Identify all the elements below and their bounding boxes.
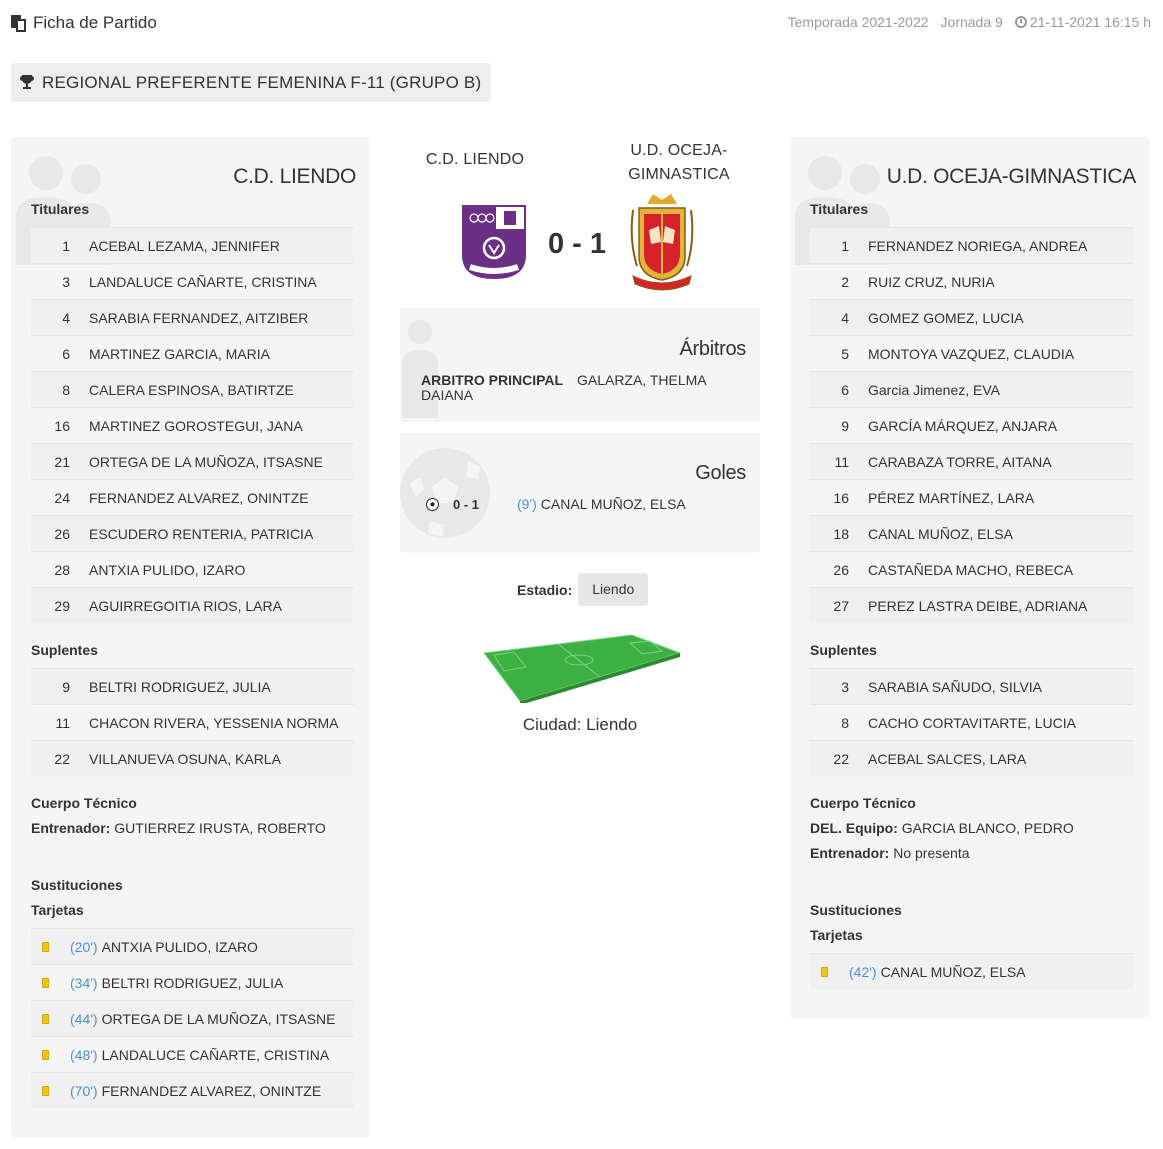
final-score: 0 - 1 (547, 228, 607, 260)
player-name: AGUIRREGOITIA RIOS, LARA (89, 597, 282, 614)
player-row[interactable] (810, 740, 1133, 776)
staff-name: No presenta (893, 845, 970, 861)
referee-entry (421, 373, 721, 403)
referee-name: GALARZA, THELMA DAIANA (421, 372, 706, 403)
player-row[interactable] (31, 263, 354, 299)
player-name: MARTINEZ GOROSTEGUI, JANA (89, 417, 303, 434)
card-minute-link[interactable]: (42') (849, 963, 877, 980)
card-player-name: CANAL MUÑOZ, ELSA (880, 963, 1026, 980)
player-number: 11 (834, 453, 849, 470)
matchday-text: Jornada 9 (940, 14, 1003, 30)
player-number: 8 (841, 714, 849, 731)
match-meta (788, 14, 1151, 30)
stadium-info (517, 573, 648, 606)
player-name: CANAL MUÑOZ, ELSA (868, 525, 1013, 542)
player-name: Garcia Jimenez, EVA (868, 381, 1001, 398)
player-number: 4 (841, 309, 849, 326)
away-staff-coach (810, 845, 970, 861)
card-player-name: ANTXIA PULIDO, IZARO (101, 938, 258, 955)
player-number: 24 (54, 489, 70, 506)
referee-background-icon (400, 318, 440, 418)
goal-row (426, 496, 686, 512)
player-number: 8 (62, 381, 70, 398)
player-number: 2 (841, 273, 849, 290)
player-row[interactable] (810, 587, 1133, 623)
home-starters-label: Titulares (31, 201, 90, 217)
player-name: SARABIA SAÑUDO, SILVIA (868, 678, 1043, 695)
player-number: 6 (841, 381, 849, 398)
player-name: PEREZ LASTRA DEIBE, ADRIANA (868, 597, 1088, 614)
player-number: 6 (62, 345, 70, 362)
away-staff-label: Cuerpo Técnico (810, 795, 916, 811)
player-row[interactable] (810, 704, 1133, 740)
away-team-heading[interactable]: U.D. OCEJA-GIMNASTICA (886, 165, 1136, 188)
pitch-icon (482, 633, 682, 703)
player-name: GARCÍA MÁRQUEZ, ANJARA (868, 417, 1058, 434)
staff-name: GUTIERREZ IRUSTA, ROBERTO (114, 820, 326, 836)
player-row[interactable] (810, 479, 1133, 515)
away-starters-list (810, 227, 1133, 623)
soccer-ball-icon (426, 498, 439, 511)
card-player-name: LANDALUCE CAÑARTE, CRISTINA (101, 1046, 330, 1063)
player-number: 16 (54, 417, 70, 434)
player-row[interactable] (31, 740, 354, 776)
player-number: 16 (833, 489, 849, 506)
player-row[interactable] (810, 515, 1133, 551)
card-row (31, 1072, 354, 1108)
home-staff-label: Cuerpo Técnico (31, 795, 137, 811)
player-row[interactable] (31, 515, 354, 551)
goal-score: 0 - 1 (453, 496, 480, 512)
home-subs-label: Suplentes (31, 642, 98, 658)
player-row[interactable] (810, 443, 1133, 479)
ball-background-icon (400, 443, 492, 543)
player-number: 1 (62, 237, 70, 254)
card-row (31, 964, 354, 1000)
card-minute-link[interactable]: (20') (70, 938, 98, 955)
home-subs-list (31, 668, 354, 776)
trophy-icon (20, 75, 34, 90)
away-team-panel (790, 137, 1150, 1019)
player-row[interactable] (31, 227, 354, 263)
home-team-heading[interactable]: C.D. LIENDO (233, 165, 356, 188)
referees-box (400, 308, 760, 422)
player-number: 27 (833, 597, 849, 614)
away-team-name[interactable]: U.D. OCEJA-GIMNASTICA (628, 142, 730, 183)
datetime-text: 21-11-2021 16:15 h (1029, 14, 1151, 30)
player-name: CARABAZA TORRE, AITANA (868, 453, 1052, 470)
player-number: 11 (55, 714, 70, 731)
away-subs-label: Suplentes (810, 642, 877, 658)
player-number: 4 (62, 309, 70, 326)
goals-title: Goles (695, 462, 746, 484)
card-minute-link[interactable]: (70') (70, 1082, 98, 1099)
away-cards-list (810, 953, 1133, 989)
player-name: CASTAÑEDA MACHO, REBECA (868, 561, 1074, 578)
player-row[interactable] (31, 479, 354, 515)
home-team-panel (11, 137, 370, 1138)
page-title (11, 13, 157, 33)
yellow-card-icon (42, 1014, 49, 1024)
home-cards-list (31, 928, 354, 1108)
player-row[interactable] (31, 551, 354, 587)
player-row[interactable] (810, 299, 1133, 335)
datetime (1015, 14, 1151, 30)
player-name: CACHO CORTAVITARTE, LUCIA (868, 714, 1076, 731)
player-name: ORTEGA DE LA MUÑOZA, ITSASNE (89, 453, 323, 470)
card-row (31, 1036, 354, 1072)
player-number: 26 (54, 525, 70, 542)
referee-role: ARBITRO PRINCIPAL (421, 372, 564, 388)
top-bar (11, 10, 1151, 36)
yellow-card-icon (821, 967, 828, 977)
player-row[interactable] (31, 299, 354, 335)
home-cards-label: Tarjetas (31, 902, 84, 918)
home-staff-coach (31, 820, 326, 836)
player-name: MONTOYA VAZQUEZ, CLAUDIA (868, 345, 1075, 362)
away-substitutions-label: Sustituciones (810, 902, 902, 918)
staff-role: DEL. Equipo: (810, 820, 898, 836)
player-number: 22 (833, 750, 849, 767)
player-number: 3 (841, 678, 849, 695)
player-number: 3 (62, 273, 70, 290)
city-text: Ciudad: Liendo (522, 715, 638, 734)
player-name: ACEBAL LEZAMA, JENNIFER (89, 237, 280, 254)
player-name: ESCUDERO RENTERIA, PATRICIA (89, 525, 314, 542)
home-team-name[interactable]: C.D. LIENDO (425, 151, 525, 168)
competition-badge[interactable] (11, 63, 491, 102)
card-row (31, 1000, 354, 1036)
competition-name: REGIONAL PREFERENTE FEMENINA F-11 (GRUPO B) (42, 72, 482, 92)
away-starters-label: Titulares (810, 201, 869, 217)
player-number: 18 (833, 525, 849, 542)
card-player-name: ORTEGA DE LA MUÑOZA, ITSASNE (101, 1010, 336, 1027)
player-number: 21 (54, 453, 70, 470)
player-row[interactable] (810, 263, 1133, 299)
player-row[interactable] (810, 335, 1133, 371)
player-number: 26 (833, 561, 849, 578)
player-name: CALERA ESPINOSA, BATIRTZE (89, 381, 294, 398)
page-title-text: Ficha de Partido (33, 13, 157, 32)
clock-icon (1015, 16, 1027, 28)
away-subs-list (810, 668, 1133, 776)
yellow-card-icon (42, 1050, 49, 1060)
card-player-name: BELTRI RODRIGUEZ, JULIA (101, 974, 284, 991)
player-row[interactable] (31, 407, 354, 443)
yellow-card-icon (42, 1086, 49, 1096)
home-team-crest[interactable] (460, 203, 528, 281)
stadium-button[interactable]: Liendo (578, 573, 648, 606)
home-substitutions-label: Sustituciones (31, 877, 123, 893)
player-number: 9 (841, 417, 849, 434)
player-name: FERNANDEZ ALVAREZ, ONINTZE (89, 489, 309, 506)
staff-role: Entrenador: (31, 820, 111, 836)
document-icon (11, 15, 27, 32)
player-row[interactable] (810, 371, 1133, 407)
player-row[interactable] (31, 668, 354, 704)
player-number: 29 (54, 597, 70, 614)
player-number: 28 (54, 561, 70, 578)
player-name: RUIZ CRUZ, NURIA (868, 273, 995, 290)
player-number: 5 (841, 345, 849, 362)
goal-minute-link[interactable]: (9') (517, 496, 537, 512)
player-row[interactable] (31, 335, 354, 371)
player-row[interactable] (810, 668, 1133, 704)
player-name: BELTRI RODRIGUEZ, JULIA (89, 678, 271, 695)
player-name: ANTXIA PULIDO, IZARO (89, 561, 246, 578)
player-name: FERNANDEZ NORIEGA, ANDREA (868, 237, 1088, 254)
away-team-crest[interactable] (629, 190, 695, 298)
referees-title: Árbitros (679, 338, 746, 360)
goals-box (400, 433, 760, 553)
player-name: VILLANUEVA OSUNA, KARLA (89, 750, 281, 767)
player-row[interactable] (810, 227, 1133, 263)
player-name: MARTINEZ GARCIA, MARIA (89, 345, 270, 362)
player-row[interactable] (31, 704, 354, 740)
away-staff-delegate (810, 820, 1074, 836)
card-minute-link[interactable]: (48') (70, 1046, 98, 1063)
staff-name: GARCIA BLANCO, PEDRO (901, 820, 1074, 836)
player-row[interactable] (810, 407, 1133, 443)
stadium-label: Estadio: (517, 581, 573, 598)
yellow-card-icon (42, 942, 49, 952)
player-row[interactable] (31, 443, 354, 479)
card-minute-link[interactable]: (44') (70, 1010, 98, 1027)
card-row (810, 953, 1133, 989)
player-number: 22 (54, 750, 70, 767)
staff-role: Entrenador: (810, 845, 890, 861)
scoreboard (400, 137, 760, 302)
card-row (31, 928, 354, 964)
season-text: Temporada 2021-2022 (787, 14, 929, 30)
player-number: 1 (841, 237, 849, 254)
player-name: SARABIA FERNANDEZ, AITZIBER (89, 309, 309, 326)
away-cards-label: Tarjetas (810, 927, 863, 943)
player-row[interactable] (31, 371, 354, 407)
goal-scorer: CANAL MUÑOZ, ELSA (540, 496, 686, 512)
player-row[interactable] (31, 587, 354, 623)
card-minute-link[interactable]: (34') (70, 974, 98, 991)
player-number: 9 (62, 678, 70, 695)
player-name: GOMEZ GOMEZ, LUCIA (868, 309, 1024, 326)
player-name: LANDALUCE CAÑARTE, CRISTINA (89, 273, 317, 290)
player-row[interactable] (810, 551, 1133, 587)
yellow-card-icon (42, 978, 49, 988)
home-starters-list (31, 227, 354, 623)
card-player-name: FERNANDEZ ALVAREZ, ONINTZE (101, 1082, 322, 1099)
player-name: PÉREZ MARTÍNEZ, LARA (868, 489, 1035, 506)
player-name: ACEBAL SALCES, LARA (868, 750, 1027, 767)
player-name: CHACON RIVERA, YESSENIA NORMA (89, 714, 339, 731)
